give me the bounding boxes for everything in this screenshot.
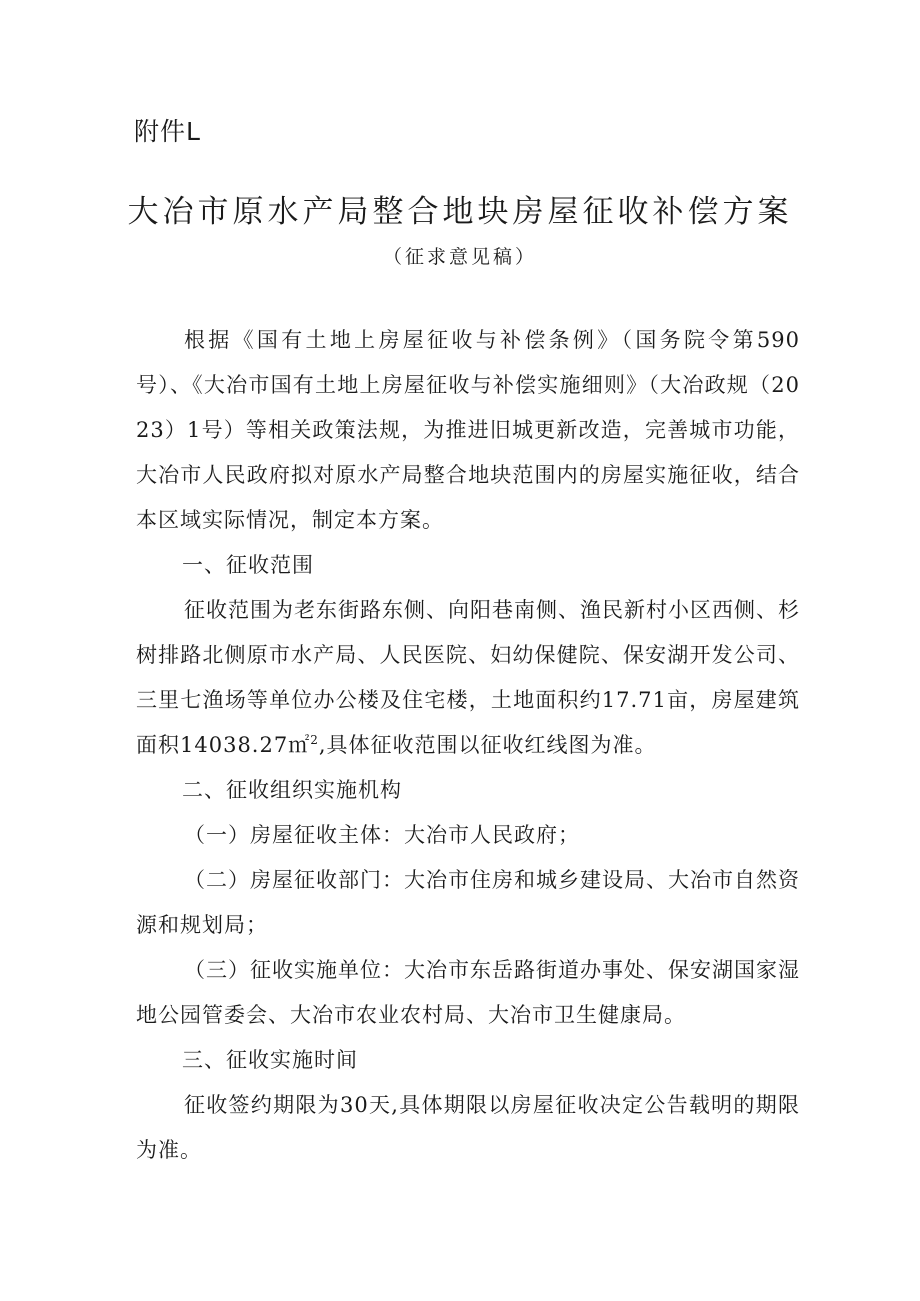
scope-text-tail: ,具体征收范围以征收红线图为准。 (318, 733, 657, 757)
intro-paragraph: 根据《国有土地上房屋征收与补偿条例》（国务院令第590号）、《大冶市国有土地上房屋征收与补偿实施细则》（大冶政规（2023）1号）等相关政策法规，为推进旧城更新改造，完善城市功能，大冶市人民政府拟对原水产局整合地块范围内的房屋实施征收，结合本区域实际情况，制定本方案。 (136, 328, 800, 532)
time-paragraph: 征收签约期限为30天,具体期限以房屋征收决定公告载明的期限为准。 (136, 1093, 800, 1162)
scope-paragraph (136, 588, 800, 768)
section-heading-scope: 一、征收范围 (182, 553, 314, 577)
organization-item: （三）征收实施单位：大冶市东岳路街道办事处、保安湖国家湿地公园管委会、大冶市农业农村局、大冶市卫生健康局。 (136, 958, 800, 1027)
document-title: 大冶市原水产局整合地块房屋征收补偿方案 (127, 194, 793, 230)
section-heading-time: 三、征收实施时间 (182, 1048, 358, 1072)
area-unit-superscript: 2 (310, 733, 319, 747)
scope-text: 征收范围为老东街路东侧、向阳巷南侧、渔民新村小区西侧、杉树排路北侧原市水产局、人民医院、妇幼保健院、保安湖开发公司、三里七渔场等单位办公楼及住宅楼，土地面积约17.71亩，房屋建筑面积14038.27㎡ (136, 598, 800, 757)
document-body (136, 318, 800, 1173)
organization-item: （二）房屋征收部门：大冶市住房和城乡建设局、大冶市自然资源和规划局； (136, 868, 800, 937)
attachment-label: 附件L (134, 117, 201, 146)
section-heading-organization: 二、征收组织实施机构 (182, 778, 402, 802)
document-subtitle: （征求意见稿） (382, 246, 537, 268)
organization-item: （一）房屋征收主体：大冶市人民政府； (184, 823, 580, 847)
